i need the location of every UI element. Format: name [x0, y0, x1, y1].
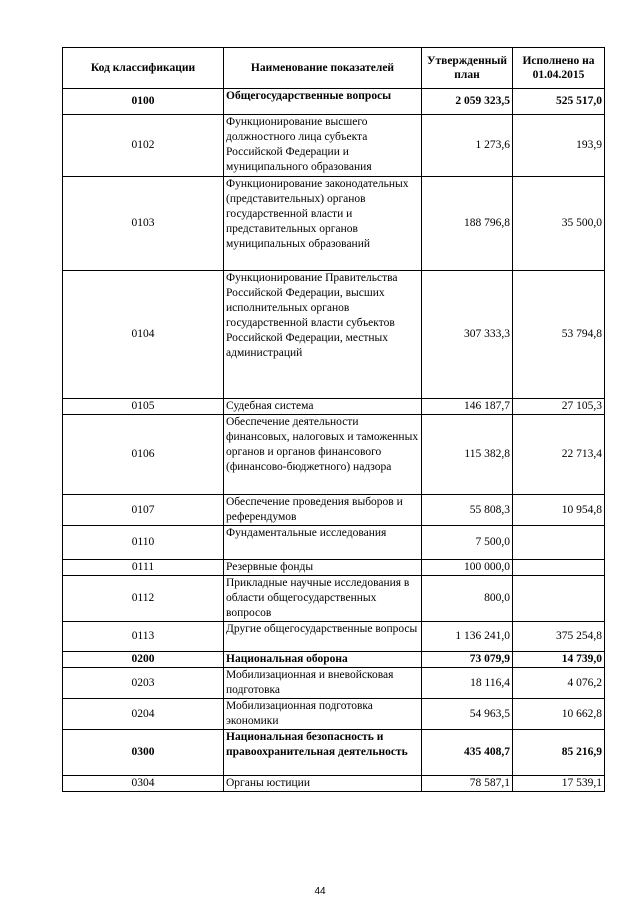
done-cell [513, 576, 605, 622]
code-cell: 0102 [63, 115, 224, 177]
name-cell: Органы юстиции [224, 776, 422, 792]
done-cell [513, 526, 605, 560]
plan-cell: 54 963,5 [422, 699, 513, 730]
plan-cell: 73 079,9 [422, 652, 513, 668]
done-cell: 35 500,0 [513, 177, 605, 271]
plan-cell: 78 587,1 [422, 776, 513, 792]
plan-cell: 1 273,6 [422, 115, 513, 177]
name-cell: Мобилизационная подготовка экономики [224, 699, 422, 730]
name-cell: Фундаментальные исследования [224, 526, 422, 560]
code-cell: 0107 [63, 495, 224, 526]
table-row [63, 415, 605, 495]
code-cell: 0110 [63, 526, 224, 560]
header-plan: Утвержденный план [422, 48, 513, 89]
done-cell [513, 560, 605, 576]
table-row [63, 560, 605, 576]
table-row [63, 776, 605, 792]
code-cell: 0100 [63, 89, 224, 115]
code-cell: 0103 [63, 177, 224, 271]
table-row [63, 177, 605, 271]
table-row [63, 89, 605, 115]
done-cell: 17 539,1 [513, 776, 605, 792]
done-cell: 53 794,8 [513, 271, 605, 399]
page-number: 44 [314, 886, 326, 897]
table-body [63, 89, 605, 792]
done-cell: 14 739,0 [513, 652, 605, 668]
name-cell: Национальная безопасность и правоохранительная деятельность [224, 730, 422, 776]
plan-cell: 188 796,8 [422, 177, 513, 271]
code-cell: 0304 [63, 776, 224, 792]
code-cell: 0105 [63, 399, 224, 415]
plan-cell: 115 382,8 [422, 415, 513, 495]
plan-cell: 18 116,4 [422, 668, 513, 699]
name-cell: Мобилизационная и вневойсковая подготовка [224, 668, 422, 699]
name-cell: Обеспечение деятельности финансовых, налоговых и таможенных органов и органов финансового (финансово-бюджетного) надзора [224, 415, 422, 495]
name-cell: Функционирование законодательных (представительных) органов государственной власти и представительных органов муниципальных образований [224, 177, 422, 271]
plan-cell: 100 000,0 [422, 560, 513, 576]
table-row [63, 699, 605, 730]
table-row [63, 271, 605, 399]
code-cell: 0106 [63, 415, 224, 495]
header-done: Исполнено на 01.04.2015 [513, 48, 605, 89]
header-name: Наименование показателей [224, 48, 422, 89]
budget-table-container [62, 47, 604, 792]
table-row [63, 668, 605, 699]
done-cell: 10 662,8 [513, 699, 605, 730]
name-cell: Обеспечение проведения выборов и референдумов [224, 495, 422, 526]
table-row [63, 495, 605, 526]
plan-cell: 7 500,0 [422, 526, 513, 560]
done-cell: 193,9 [513, 115, 605, 177]
code-cell: 0204 [63, 699, 224, 730]
done-cell: 525 517,0 [513, 89, 605, 115]
done-cell: 4 076,2 [513, 668, 605, 699]
table-row [63, 576, 605, 622]
plan-cell: 1 136 241,0 [422, 622, 513, 652]
code-cell: 0112 [63, 576, 224, 622]
name-cell: Прикладные научные исследования в области общегосударственных вопросов [224, 576, 422, 622]
plan-cell: 800,0 [422, 576, 513, 622]
table-row [63, 115, 605, 177]
plan-cell: 146 187,7 [422, 399, 513, 415]
plan-cell: 307 333,3 [422, 271, 513, 399]
code-cell: 0104 [63, 271, 224, 399]
done-cell: 85 216,9 [513, 730, 605, 776]
code-cell: 0200 [63, 652, 224, 668]
header-code: Код классификации [63, 48, 224, 89]
plan-cell: 2 059 323,5 [422, 89, 513, 115]
name-cell: Другие общегосударственные вопросы [224, 622, 422, 652]
plan-cell: 55 808,3 [422, 495, 513, 526]
budget-table [62, 47, 605, 792]
name-cell: Функционирование Правительства Российской Федерации, высших исполнительных органов государственной власти субъектов Российской Федерации, местных администраций [224, 271, 422, 399]
table-row [63, 526, 605, 560]
table-row [63, 652, 605, 668]
table-row [63, 622, 605, 652]
done-cell: 27 105,3 [513, 399, 605, 415]
code-cell: 0113 [63, 622, 224, 652]
table-header-row [63, 48, 605, 89]
table-row [63, 399, 605, 415]
name-cell: Общегосударственные вопросы [224, 89, 422, 115]
done-cell: 375 254,8 [513, 622, 605, 652]
code-cell: 0111 [63, 560, 224, 576]
name-cell: Функционирование высшего должностного лица субъекта Российской Федерации и муниципального образования [224, 115, 422, 177]
name-cell: Судебная система [224, 399, 422, 415]
code-cell: 0300 [63, 730, 224, 776]
name-cell: Резервные фонды [224, 560, 422, 576]
code-cell: 0203 [63, 668, 224, 699]
table-row [63, 730, 605, 776]
done-cell: 10 954,8 [513, 495, 605, 526]
done-cell: 22 713,4 [513, 415, 605, 495]
name-cell: Национальная оборона [224, 652, 422, 668]
plan-cell: 435 408,7 [422, 730, 513, 776]
